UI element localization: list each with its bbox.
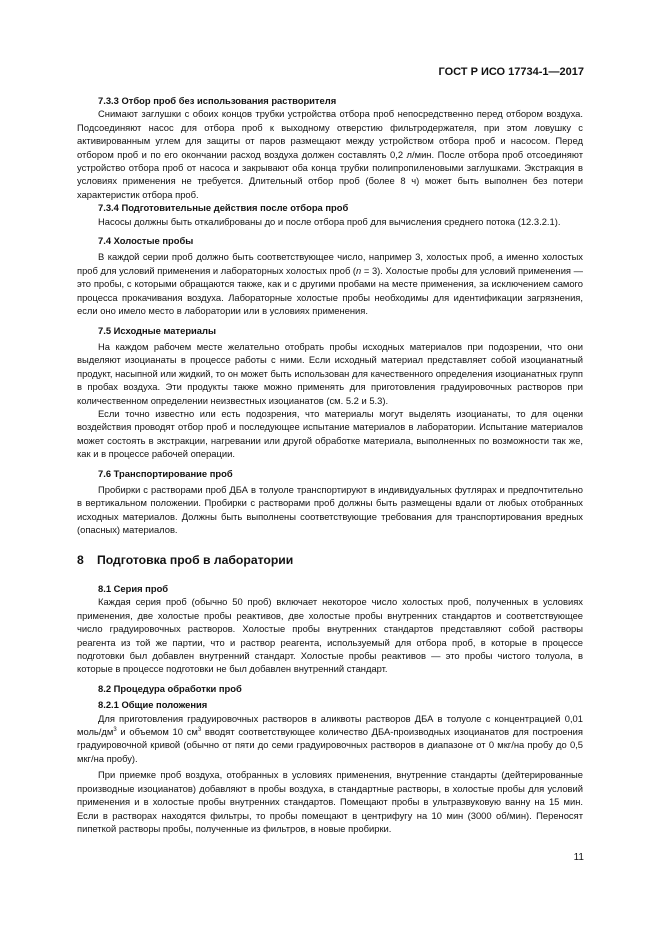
section-7-5-paragraph-2: Если точно известно или есть подозрения, что материалы могут выделять изоцианаты, то для оценки воздействия проводят отбор проб и последующее испытание материалов в лаборатории. Испытание материалов может состоять в экстракции, нагревании или другой обработке материала, выполненных по возможности так же, как и в процессе рабочей операции.: [77, 407, 583, 460]
section-8-heading: [77, 554, 583, 567]
section-7-3-3-paragraph: Снимают заглушки с обоих концов трубки устройства отбора проб непосредственно перед отбором воздуха. Подсоединяют насос для отбора проб к выходному отверстию фильтродержателя, при этом ловушку с активированным углем для защиты от паров размещают между устройством отбора проб и насосом. Перед отбором проб и по его окончании расход воздуха должен составлять 0,2 л/мин. После отбора проб отсоединяют устройство отбора проб от насоса и закрывают оба конца трубки полипропиленовыми заглушками. Экстракция в условиях применения не требуется. Длительный отбор проб (более 8 ч) может быть выполнен без потери характеристик отбора проб.: [77, 108, 583, 200]
section-8-number: 8: [77, 552, 84, 567]
section-7-4-text-a: В каждой серии проб должно быть соответствующее число, например 3, холостых проб, а именно холостых проб для условий применения и лабораторных холостых проб (: [77, 251, 583, 276]
document-id: ГОСТ Р ИСО 17734-1—2017: [438, 66, 584, 78]
section-7-4-text-b: = 3). Холостые пробы для условий применения — это пробы, с которыми обращаются также, как и с другими пробами на месте применения, за исключением самого процесса прокачивания воздуха. Лабораторные холостые пробы необходимы для идентификации загрязнения, если оно имело место в лаборатории или в условиях применения.: [77, 264, 583, 317]
section-8-2-1-paragraph-1: [77, 712, 583, 766]
section-7-4-heading: 7.4 Холостые пробы: [98, 235, 194, 247]
section-7-4-paragraph: [77, 250, 583, 317]
section-8-2-1-text-b: и объемом 10 см: [116, 726, 198, 738]
section-7-5-paragraph-1: На каждом рабочем месте желательно отобрать пробы исходных материалов при подозрении, что они выделяют изоцианаты в процессе работы с ними. Если исходный материал представляет собой изоцианатный продукт, насыпной или жидкий, то он может быть использован для качественного определения изоцианатных групп в пробах воздуха. Эти продукты также можно применять для приготовления градуировочных растворов при количественном определении неизвестных изоцианатов (см. 5.2 и 5.3).: [77, 340, 583, 406]
section-8-2-1-paragraph-2: При приемке проб воздуха, отобранных в условиях применения, внутренние стандарты (дейтерированные производные изоцианатов) добавляют в пробы воздуха, в стандартные растворы, в холостые пробы для условий применения и в холостые пробы внутренних стандартов. Помещают пробы в ультразвуковую ванну на 15 мин. Если в растворах находятся фильтры, то пробы помещают в центрифугу на 10 мин (3000 об/мин). Переносят пипеткой растворы пробы, полученные из фильтров, в новые пробирки.: [77, 769, 583, 834]
section-8-2-heading: 8.2 Процедура обработки проб: [98, 682, 242, 694]
section-7-3-4-paragraph: Насосы должны быть откалиброваны до и после отбора проб для вычисления среднего потока (12.3.2.1).: [98, 215, 561, 227]
section-7-5-heading: 7.5 Исходные материалы: [98, 324, 216, 336]
document-body: [77, 94, 583, 835]
section-8-1-paragraph: Каждая серия проб (обычно 50 проб) включает некоторое число холостых проб, полученных в условиях применения, две холостые пробы реактивов, две холостые пробы внутренних стандартов и соответствующее число градуировочных растворов. Холостые пробы внутренних стандартов представляют собой растворы реагента из той же партии, что и раствор реагента, используемый для отбора проб, в которые в процессе подготовки был добавлен внутренний стандарт. Холостые пробы реактивов — это пробы чистого толуола, в которые в процессе подготовки не был добавлен внутренний стандарт.: [77, 596, 583, 675]
section-8-2-1-heading: 8.2.1 Общие положения: [98, 699, 208, 711]
superscript-3: 3: [113, 726, 117, 733]
section-7-6-heading: 7.6 Транспортирование проб: [98, 467, 233, 479]
section-7-3-3-heading: 7.3.3 Отбор проб без использования растворителя: [98, 95, 337, 106]
section-8-2-1-text-c: вводят соответствующее количество ДБА-производных изоцианатов для построения градуировочной кривой (обычно от пяти до семи градуировочных растворов в диапазоне от 0 мкг/на пробу до 0,5 мкг/на пробу).: [77, 726, 583, 764]
section-7-6-paragraph: Пробирки с растворами проб ДБА в толуоле транспортируют в индивидуальных футлярах и предпочтительно в вертикальном положении. Пробирки с растворами проб должны быть размещены вдали от любых отобранных исходных материалов. Должны быть выполнены соответствующие требования для транспортирования вредных (опасных) материалов.: [77, 483, 583, 536]
section-7-3-4-heading: 7.3.4 Подготовительные действия после отбора проб: [98, 202, 349, 214]
section-8-title: Подготовка проб в лаборатории: [97, 552, 294, 567]
superscript-3: 3: [197, 726, 202, 733]
section-8-1-heading: 8.1 Серия проб: [98, 583, 169, 594]
section-7-4-variable-n: n: [356, 264, 362, 276]
section-8-2-1-text-a: Для приготовления градуировочных растворов в аликвоты растворов ДБА в толуоле с концентрацией 0,01 моль/дм: [77, 712, 583, 738]
page-number: 11: [573, 852, 584, 863]
